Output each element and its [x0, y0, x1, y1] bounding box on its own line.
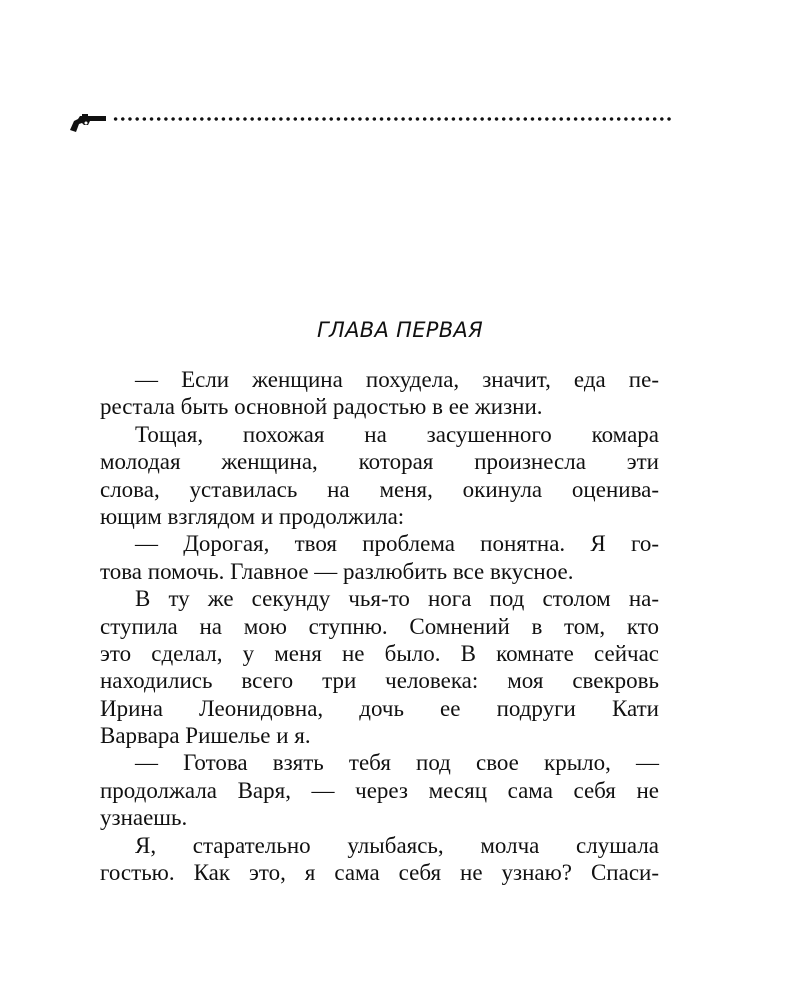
text-line: Я, старательно улыбаясь, молча слушала	[135, 832, 659, 858]
text-line: В ту же секунду чья-то нога под столом на-	[135, 586, 659, 612]
text-line: это сделал, у меня не было. В комнате сейчас	[100, 640, 659, 666]
text-line: находились всего три человека: моя свекровь	[100, 668, 659, 694]
text-line: продолжала Варя, — через месяц сама себя не	[100, 777, 659, 803]
dotted-rule	[112, 117, 672, 121]
text-line: Варвара Ришелье и я.	[100, 723, 311, 749]
revolver-icon	[68, 112, 110, 134]
text-line: ступила на мою ступню. Сомнений в том, кто	[100, 613, 659, 639]
text-line: рестала быть основной радостью в ее жизни.	[100, 394, 543, 420]
text-line: молодая женщина, которая произнесла эти	[100, 449, 659, 475]
header-ornament	[68, 108, 680, 132]
text-line: Тощая, похожая на засушенного комара	[135, 421, 659, 447]
text-line: това помочь. Главное — разлюбить все вкусное.	[100, 558, 574, 584]
text-line: — Дорогая, твоя проблема понятна. Я го-	[135, 531, 659, 557]
text-line: — Если женщина похудела, значит, еда пе-	[135, 367, 659, 392]
chapter-title: ГЛАВА ПЕРВАЯ	[317, 318, 483, 342]
body-text	[100, 366, 659, 886]
text-line: ющим взглядом и продолжила:	[100, 503, 405, 529]
text-line: гостью. Как это, я сама себя не узнаю? Спаси-	[100, 860, 659, 886]
text-line: — Готова взять тебя под свое крыло, —	[135, 750, 659, 776]
text-line: Ирина Леонидовна, дочь ее подруги Кати	[100, 695, 659, 721]
text-line: слова, уставилась на меня, окинула оценива-	[100, 476, 659, 502]
text-line: узнаешь.	[100, 805, 188, 831]
